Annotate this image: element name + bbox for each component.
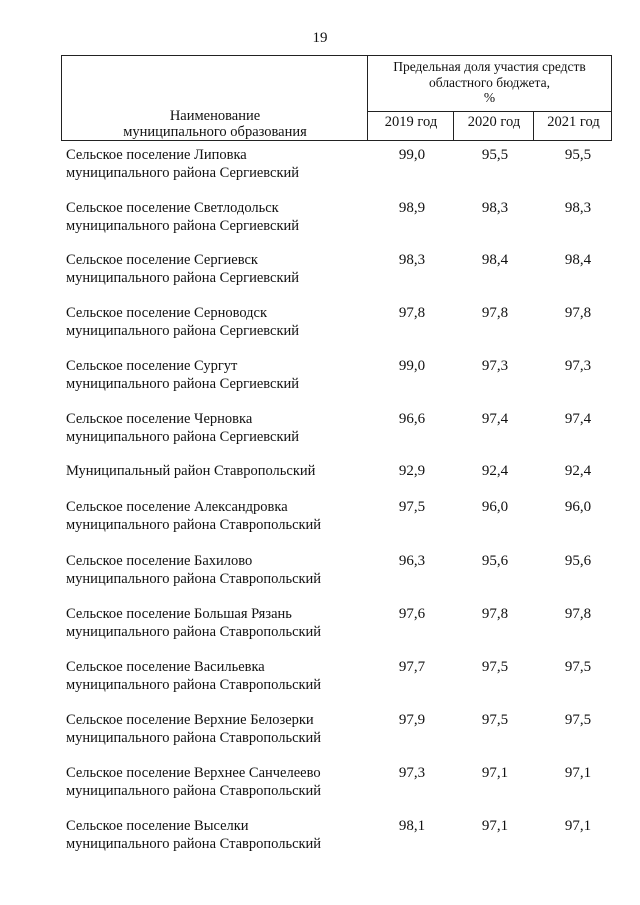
municipality-name <box>66 357 366 393</box>
share-value-2019: 96,3 <box>398 553 426 569</box>
municipality-name-line: Сельское поселение Черновка <box>66 411 253 427</box>
name-column-line: муниципального образования <box>123 124 307 140</box>
municipality-name <box>66 711 366 747</box>
municipality-name-line: муниципального района Ставропольский <box>66 624 322 640</box>
municipality-name <box>66 251 366 287</box>
municipality-name-line: Сельское поселение Сергиевск <box>66 252 258 268</box>
municipality-name-line: Сельское поселение Большая Рязань <box>66 606 292 622</box>
municipality-name-line: муниципального района Ставропольский <box>66 571 322 587</box>
municipality-name-line: муниципального района Сергиевский <box>66 323 300 339</box>
municipality-name-line: Сельское поселение Верхнее Санчелеево <box>66 765 321 781</box>
municipality-name <box>66 817 366 853</box>
share-value-2019: 92,9 <box>398 463 426 479</box>
share-value-2019: 96,6 <box>398 411 426 427</box>
share-value-2020: 97,8 <box>481 606 509 622</box>
share-value-2021: 97,8 <box>564 305 592 321</box>
share-value-2021: 97,8 <box>564 606 592 622</box>
share-value-2020: 97,8 <box>481 305 509 321</box>
municipality-name-line: Сельское поселение Выселки <box>66 818 249 834</box>
municipality-name <box>66 552 366 588</box>
share-value-2020: 98,3 <box>481 200 509 216</box>
share-value-2020: 97,5 <box>481 659 509 675</box>
municipality-name-line: Сельское поселение Серноводск <box>66 305 268 321</box>
share-value-2020: 97,1 <box>481 765 509 781</box>
municipality-name <box>66 764 366 800</box>
share-value-2021: 97,5 <box>564 659 592 675</box>
share-value-2021: 98,4 <box>564 252 592 268</box>
municipality-name-line: Сельское поселение Липовка <box>66 147 247 163</box>
share-value-2021: 95,5 <box>564 147 592 163</box>
municipality-name <box>66 199 366 235</box>
municipality-name <box>66 410 366 446</box>
municipality-name <box>66 658 366 694</box>
share-value-2019: 99,0 <box>398 147 426 163</box>
page-number: 19 <box>312 30 328 46</box>
year-header-2020: 2020 год <box>467 114 521 130</box>
municipality-name-line: Сельское поселение Верхние Белозерки <box>66 712 314 728</box>
share-value-2021: 95,6 <box>564 553 592 569</box>
municipality-name-line: муниципального района Ставропольский <box>66 783 322 799</box>
municipality-name-line: Сельское поселение Светлодольск <box>66 200 279 216</box>
year-header-2019: 2019 год <box>384 114 438 130</box>
share-value-2020: 97,3 <box>481 358 509 374</box>
year-header-2021: 2021 год <box>547 114 600 130</box>
municipality-name-line: Сельское поселение Бахилово <box>66 553 253 569</box>
name-column-header <box>62 108 368 140</box>
municipality-name-line: муниципального района Ставропольский <box>66 730 322 746</box>
share-value-2019: 97,3 <box>398 765 426 781</box>
municipality-name-line: Сельское поселение Александровка <box>66 499 288 515</box>
share-value-2021: 97,5 <box>564 712 592 728</box>
share-group-line: Предельная доля участия средств <box>393 59 586 74</box>
municipality-name <box>66 462 366 480</box>
share-value-2021: 97,1 <box>564 818 592 834</box>
table-header <box>61 55 612 141</box>
share-value-2019: 97,8 <box>398 305 426 321</box>
share-value-2020: 97,1 <box>481 818 509 834</box>
municipality-name <box>66 304 366 340</box>
share-value-2021: 97,3 <box>564 358 592 374</box>
name-column-line: Наименование <box>169 108 261 124</box>
share-value-2021: 97,1 <box>564 765 592 781</box>
share-value-2020: 95,5 <box>481 147 509 163</box>
municipality-name-line: муниципального района Ставропольский <box>66 677 322 693</box>
share-value-2021: 96,0 <box>564 499 592 515</box>
municipality-name-line: муниципального района Ставропольский <box>66 517 322 533</box>
share-value-2021: 97,4 <box>564 411 592 427</box>
share-value-2020: 95,6 <box>481 553 509 569</box>
municipality-name-line: муниципального района Сергиевский <box>66 165 300 181</box>
municipality-name-line: муниципального района Сергиевский <box>66 376 300 392</box>
share-value-2019: 98,1 <box>398 818 426 834</box>
municipality-name-line: муниципального района Сергиевский <box>66 429 300 445</box>
municipality-name-line: муниципального района Ставропольский <box>66 836 322 852</box>
municipality-name <box>66 498 366 534</box>
share-value-2021: 92,4 <box>564 463 592 479</box>
share-value-2020: 92,4 <box>481 463 509 479</box>
share-value-2020: 96,0 <box>481 499 509 515</box>
municipality-name-line: Сельское поселение Васильевка <box>66 659 265 675</box>
municipality-name-line: Муниципальный район Ставропольский <box>66 463 316 479</box>
share-value-2019: 97,7 <box>398 659 426 675</box>
share-group-title <box>368 59 611 106</box>
share-value-2019: 97,5 <box>398 499 426 515</box>
share-value-2019: 99,0 <box>398 358 426 374</box>
share-value-2019: 98,3 <box>398 252 426 268</box>
share-value-2019: 98,9 <box>398 200 426 216</box>
share-group-line: областного бюджета, <box>429 74 550 90</box>
share-value-2021: 98,3 <box>564 200 592 216</box>
municipality-name <box>66 605 366 641</box>
municipality-name-line: муниципального района Сергиевский <box>66 218 300 234</box>
share-value-2019: 97,9 <box>398 712 426 728</box>
share-value-2020: 97,5 <box>481 712 509 728</box>
share-value-2020: 98,4 <box>481 252 509 268</box>
share-value-2019: 97,6 <box>398 606 426 622</box>
municipality-name-line: Сельское поселение Сургут <box>66 358 238 374</box>
municipality-name-line: муниципального района Сергиевский <box>66 270 300 286</box>
header-divider <box>368 111 611 112</box>
share-group-line: % <box>483 90 496 105</box>
share-value-2020: 97,4 <box>481 411 509 427</box>
municipality-name <box>66 146 366 182</box>
